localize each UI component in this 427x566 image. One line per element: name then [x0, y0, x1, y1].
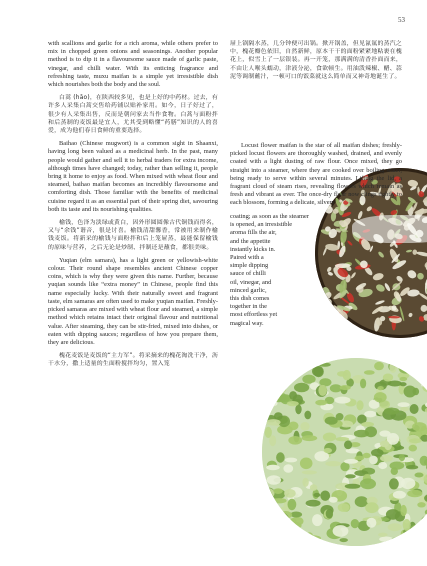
wrap-line: and the appetite	[230, 237, 271, 245]
right-column-english	[230, 142, 402, 213]
steamed-maifan-photo	[262, 358, 427, 546]
wrap-line: aroma fills the air,	[230, 229, 277, 237]
left-column	[48, 40, 218, 374]
wrap-line: this dish comes	[230, 295, 270, 303]
wrap-line: is opened, an irresistible	[230, 221, 293, 229]
paragraph-en: with scallions and garlic for a rich aroma, while others prefer to mix in chopped green onions and seasonings. Another popular method is to dip it in a flavoursome sauce made of garlic paste, vinegar, and chilli water. With its enticing fragrance and refreshing taste, muxu maifan is a simple yet irresistible dish which nourishes both the body and the soul.	[48, 40, 218, 89]
wrap-line: minced garlic,	[230, 286, 267, 294]
wrap-line: together in the	[230, 303, 267, 311]
right-column-chinese	[230, 40, 402, 86]
wrapped-text	[230, 213, 328, 328]
wrap-line: sauce of chilli	[230, 270, 266, 278]
paragraph-en: Baihao (Chinese mugwort) is a common sight in Shaanxi, having long been valued as a medicinal herb. In the past, many people would gather and sell it to herbal traders for extra income, although times have changed; today, rather than selling it, people bring it home to enjoy as food. When mixed with wheat flour and steamed, baihao maifan becomes an incredibly flavoursome and comforting dish. Those familiar with the benefits of medicinal cuisine regard it as an essential part of their spring diet, savouring both its taste and its nourishing qualities.	[48, 140, 218, 213]
wrap-line: Paired with a	[230, 254, 264, 262]
page-number: 53	[398, 16, 405, 24]
wrap-line: simple dipping	[230, 262, 269, 270]
paragraph-cn: 榆钱，色泽为淡绿或黄白，因外形圆圆像古代铜钱而得名，又与“余钱”谐音，很是讨喜。榆钱清甜馨香，常被用来制作榆钱麦饭。将新采的榆钱与面粉拌和后上笼屉蒸，最能保留榆钱的原味与营养，之后无论是炒制、拌制还是蘸食，都很美味。	[48, 220, 218, 251]
paragraph-cn: 白蒿 (hāo)，在陕西较多见，也是上好的中药材。过去，有许多人采集白蒿交售给药铺以贴补家用。如今，日子好过了，很少有人采集出售，反而是朝问家去当作食物。白蒿与面粉拌和后蒸制的麦饭最是宜人，尤其受到略懂“药膳”知识的人的喜爱，成为他们春日食鲜的重要选择。	[48, 95, 218, 135]
wrap-line: oil, vinegar, and	[230, 278, 272, 286]
wrap-line: most effortless yet	[230, 311, 278, 319]
wrap-line: instantly kicks in.	[230, 245, 276, 253]
paragraph-en: Locust flower maifan is the star of all maifan dishes; freshly-picked locust flowers are thoroughly washed, drained, and evenly coated with a light dusting of raw flour. Once mixed, they go straight into a steamer, where they are cooked over boiling water, being ready to serve within several minutes. Lifting the lid, a fragrant cloud of steam rises, revealing flowers which remain as fresh and vibrant as ever. The once-dry flour now clings tightly to each blossom, forming a delicate, silvery	[230, 142, 402, 207]
paragraph-cn: 槐花麦饭是麦饭的“主力军”。将采摘来的槐花淘洗干净，沥干水分，撒上适量的生面粉搅拌均匀，置入笼	[48, 353, 218, 368]
paragraph-en: Yuqian (elm samara), has a light green or yellowish-white colour. Their round shape resembles ancient Chinese copper coins, which is why they were given this name. Further, because yuqian sounds like “extra money” in Chinese, people find this name especially lucky. With their naturally sweet and fragrant taste, elm samaras are often used to make yuqian maifan. Freshly-picked samaras are mixed with wheat flour and steamed, a simple method which retains intact their original flavour and nutritional value. After steaming, they can be stir-fried, mixed into dishes, or eaten with dipping sauces; regardless of how you prepare them, they are delicious.	[48, 256, 218, 346]
wrap-line: magical way.	[230, 319, 264, 327]
paragraph-cn: 屉上锅隔水蒸，几分钟便可出锅。掀开锅盖，但见氤氲的蒸汽之中，槐花瓣色依旧，自然新鲜，原本干干的面粉紧紧地粘裹在槐花上，似雪上了一层银装。再一开笼，那满满的清香扑面而来，不由让人喉头蠕动，津液分泌，食欲顿生。用油泼辣椒、醋、蒜泥等调制蘸汁，一顿可口的饭菜就这么简单而又神奇地诞生了。	[230, 41, 402, 80]
wrap-line: coating; as soon as the steamer	[230, 213, 309, 220]
